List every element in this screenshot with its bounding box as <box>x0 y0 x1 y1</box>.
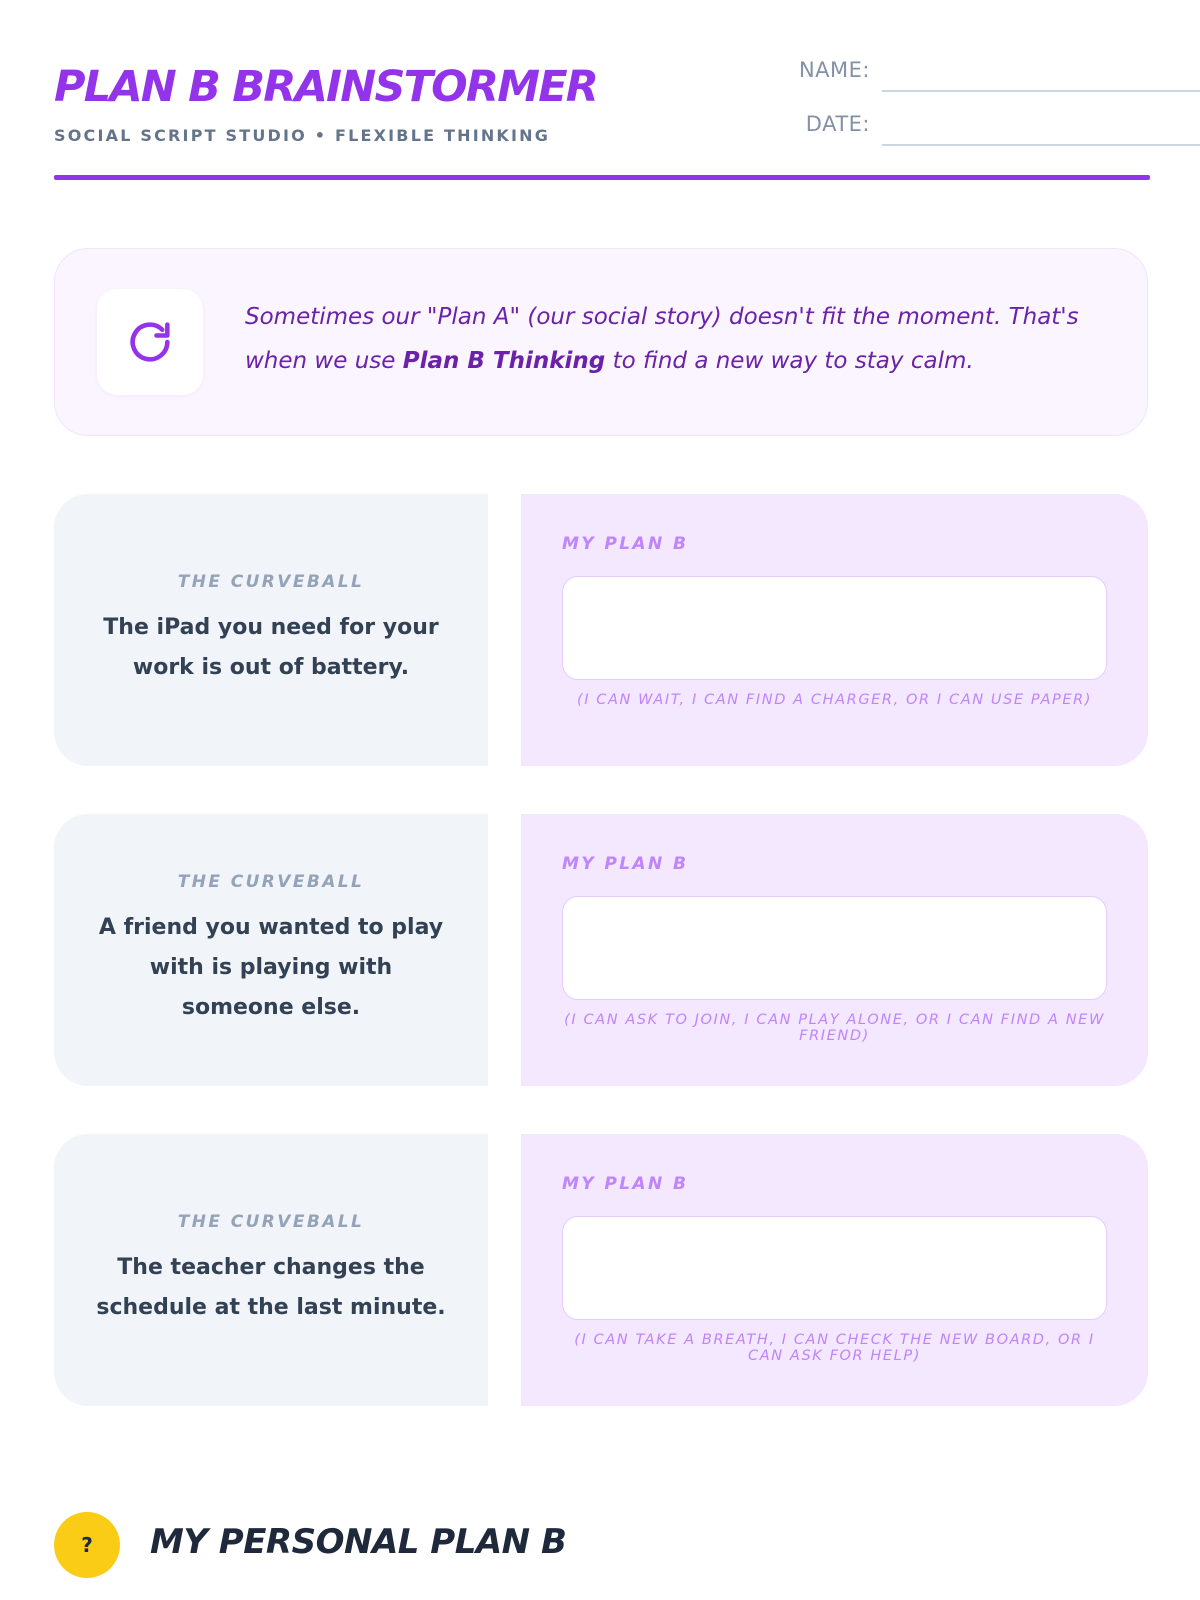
plan-b-answer-box[interactable] <box>562 576 1107 680</box>
header-divider <box>54 175 1150 180</box>
intro-text-start: Sometimes our "Plan A" (our social story) doesn't fit the moment. That's when we use <box>245 304 1079 374</box>
date-field[interactable] <box>882 144 1200 146</box>
name-field[interactable] <box>882 90 1200 92</box>
curveball-panel <box>54 1134 488 1406</box>
plan-b-hint: (I CAN WAIT, I CAN FIND A CHARGER, OR I CAN USE PAPER) <box>576 692 1093 708</box>
intro-text-highlight: Plan B Thinking <box>402 348 606 374</box>
scenario-row <box>54 494 1148 766</box>
name-label: NAME: <box>798 58 870 82</box>
scenario-row <box>54 814 1148 1086</box>
curveball-label: THE CURVEBALL <box>177 872 365 892</box>
curveball-text: A friend you wanted to play with is playing with someone else. <box>98 915 444 1020</box>
plan-b-panel <box>521 1134 1148 1406</box>
curveball-label: THE CURVEBALL <box>177 1212 365 1232</box>
intro-icon-box <box>97 289 203 395</box>
plan-b-label: MY PLAN B <box>562 854 689 874</box>
plan-b-hint: (I CAN TAKE A BREATH, I CAN CHECK THE NEW BOARD, OR I CAN ASK FOR HELP) <box>574 1332 1095 1364</box>
plan-b-label: MY PLAN B <box>562 534 689 554</box>
curveball-panel <box>54 494 488 766</box>
date-label: DATE: <box>805 112 870 136</box>
curveball-text: The teacher changes the schedule at the last minute. <box>96 1255 446 1320</box>
plan-b-panel <box>521 814 1148 1086</box>
intro-text-end: to find a new way to stay calm. <box>605 348 974 374</box>
refresh-icon <box>124 316 176 368</box>
plan-b-hint: (I CAN ASK TO JOIN, I CAN PLAY ALONE, OR I CAN FIND A NEW FRIEND) <box>564 1012 1105 1044</box>
plan-b-label: MY PLAN B <box>562 1174 689 1194</box>
curveball-text: The iPad you need for your work is out of battery. <box>103 615 439 680</box>
intro-text <box>245 295 1125 383</box>
personal-plan-title: MY PERSONAL PLAN B <box>150 1522 567 1562</box>
name-field-row <box>718 56 1150 92</box>
date-field-row <box>718 110 1150 146</box>
curveball-label: THE CURVEBALL <box>177 572 365 592</box>
personal-plan-section <box>54 1512 754 1580</box>
curveball-panel <box>54 814 488 1086</box>
scenario-row <box>54 1134 1148 1406</box>
plan-b-answer-box[interactable] <box>562 1216 1107 1320</box>
question-badge: ? <box>54 1512 120 1578</box>
intro-callout <box>54 248 1148 436</box>
worksheet-header <box>54 56 1150 182</box>
plan-b-answer-box[interactable] <box>562 896 1107 1000</box>
worksheet-title: PLAN B BRAINSTORMER <box>54 62 598 112</box>
worksheet-subtitle: SOCIAL SCRIPT STUDIO • FLEXIBLE THINKING <box>54 126 551 145</box>
plan-b-panel <box>521 494 1148 766</box>
